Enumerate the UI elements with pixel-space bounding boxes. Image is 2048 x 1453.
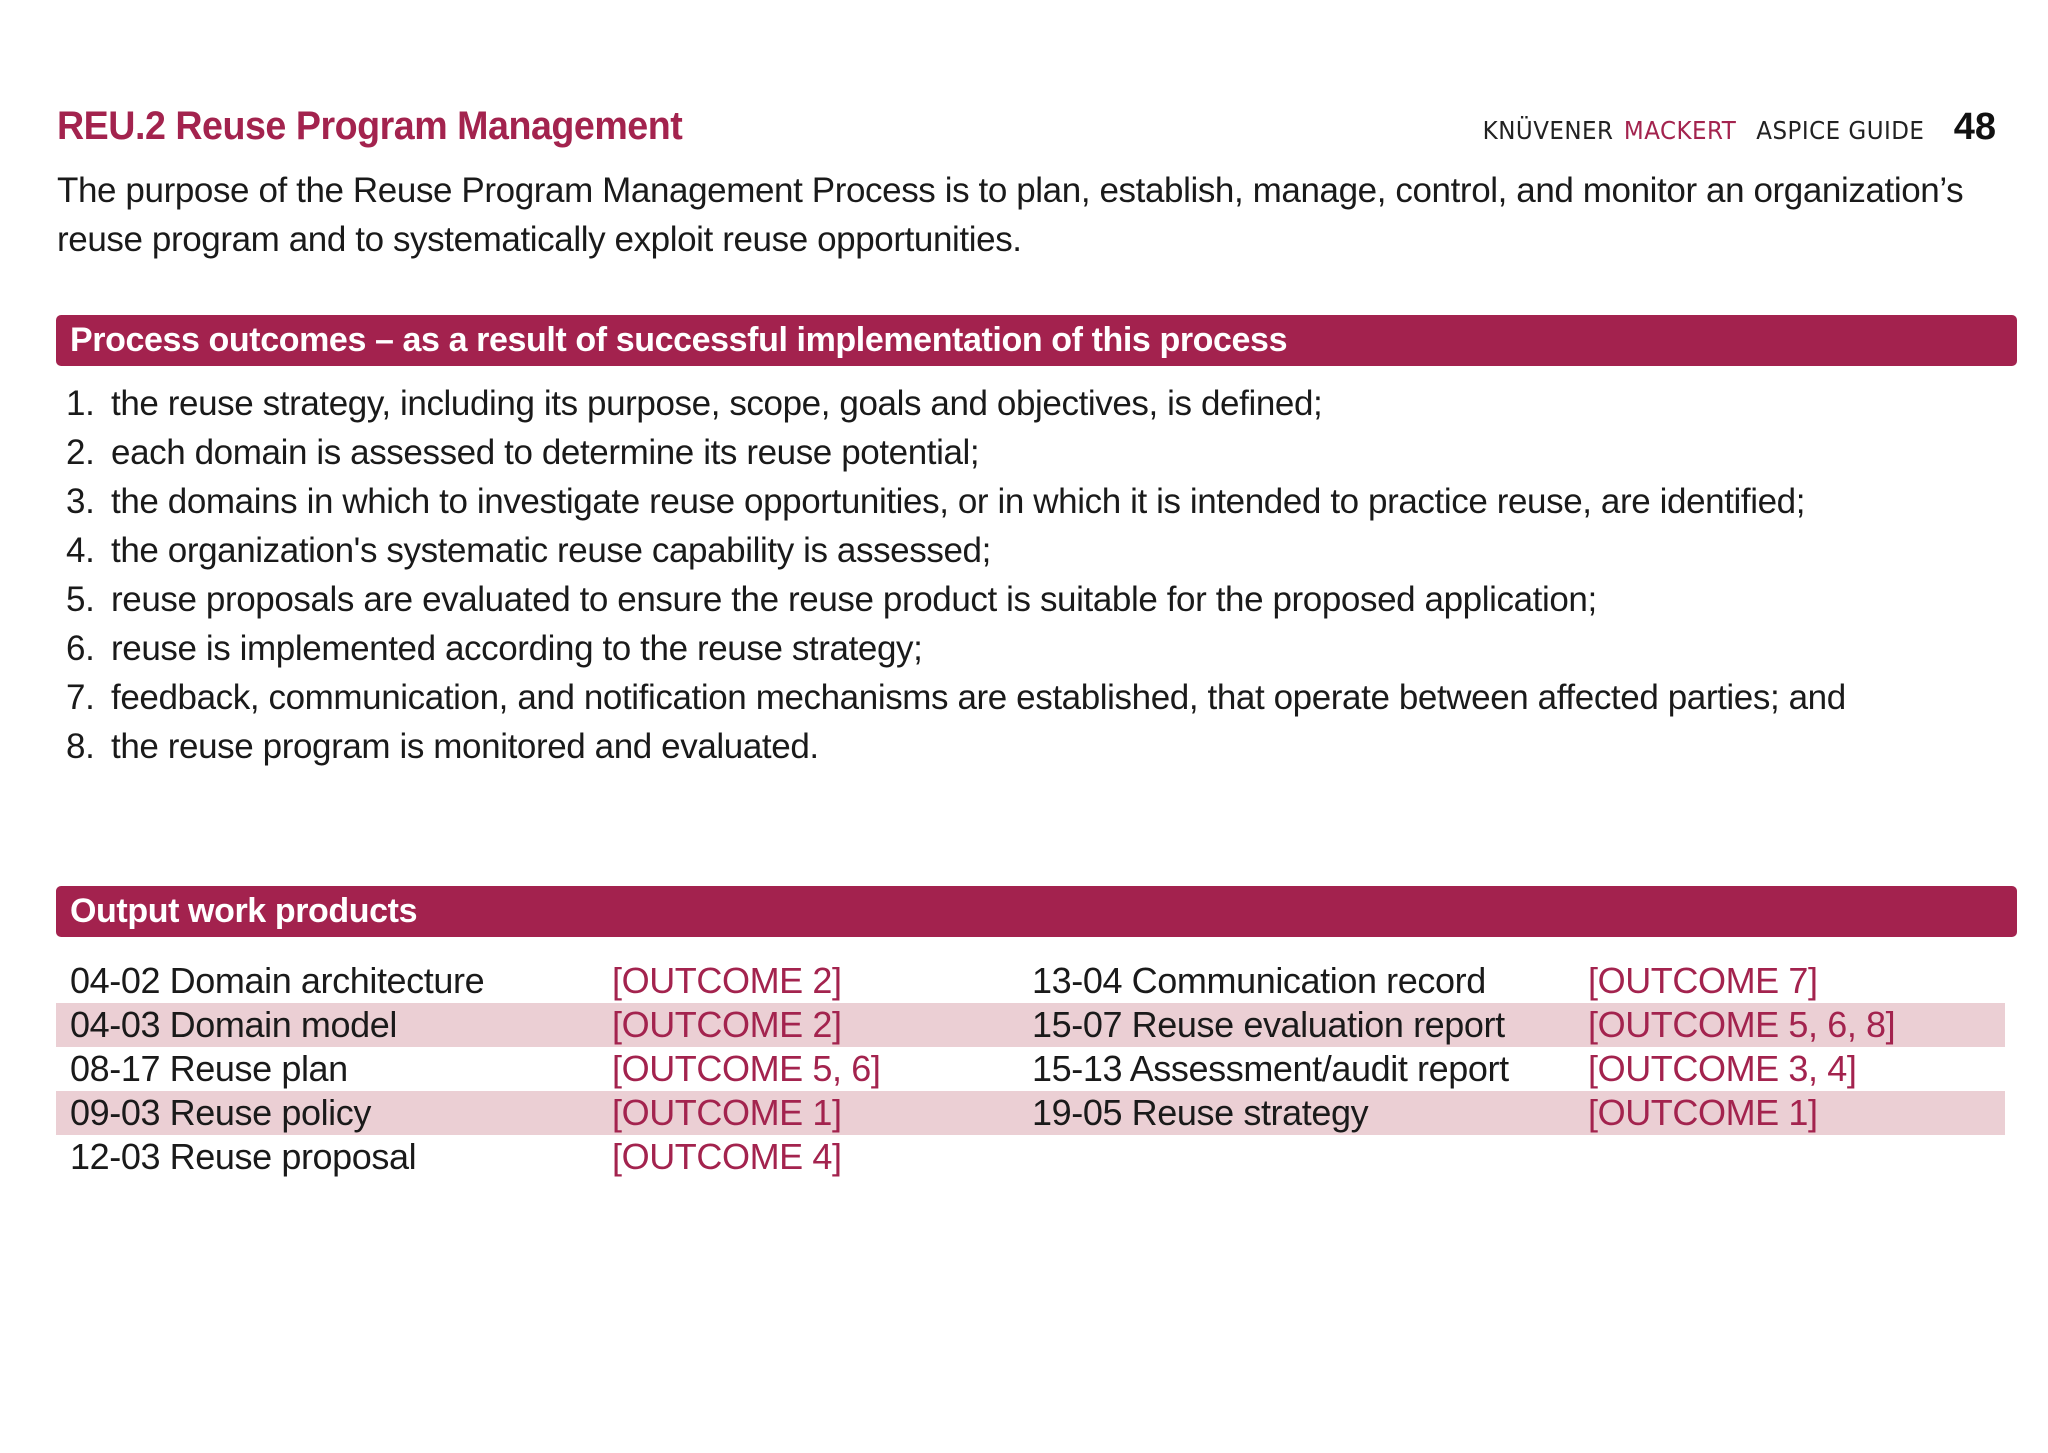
outcome-reference: [OUTCOME 2] <box>612 960 842 1001</box>
page-title: REU.2 Reuse Program Management <box>57 104 683 148</box>
outcome-item <box>66 575 1846 624</box>
page-number: 48 <box>1953 106 1996 148</box>
outcome-reference: [OUTCOME 5, 6] <box>612 1048 881 1089</box>
outcome-number: 3. <box>66 482 95 521</box>
outcome-number: 8. <box>66 727 95 766</box>
outcome-item <box>66 428 1846 477</box>
outcomes-list <box>66 379 1846 771</box>
work-product-name: 15-13 Assessment/audit report <box>1032 1048 1509 1089</box>
work-product-name: 15-07 Reuse evaluation report <box>1032 1004 1505 1045</box>
outcome-number: 2. <box>66 433 95 472</box>
outcome-item <box>66 526 1846 575</box>
outcome-reference: [OUTCOME 1] <box>612 1092 842 1133</box>
table-row <box>56 959 2005 1003</box>
table-row <box>56 1047 2005 1091</box>
table-row <box>56 1135 2005 1179</box>
work-product-name: 09-03 Reuse policy <box>70 1092 371 1133</box>
outcome-item <box>66 673 1846 722</box>
outcome-reference: [OUTCOME 1] <box>1588 1092 1818 1133</box>
outcome-reference: [OUTCOME 7] <box>1588 960 1818 1001</box>
outcomes-heading: Process outcomes – as a result of successful implementation of this process <box>56 315 2017 366</box>
outcome-number: 6. <box>66 629 95 668</box>
output-products-heading: Output work products <box>56 886 2017 937</box>
outcome-item <box>66 379 1846 428</box>
outcome-text: the reuse program is monitored and evaluated. <box>111 727 819 766</box>
outcome-item <box>66 624 1846 673</box>
outcome-number: 1. <box>66 384 95 423</box>
outcome-item <box>66 722 1846 771</box>
outcome-text: the organization's systematic reuse capability is assessed; <box>111 531 991 570</box>
outcome-text: feedback, communication, and notification mechanisms are established, that operate between affected parties; and <box>111 678 1846 717</box>
outcome-item <box>66 477 1846 526</box>
outcome-reference: [OUTCOME 4] <box>612 1136 842 1177</box>
brand-name-part1: KNÜVENER <box>1482 116 1614 145</box>
outcome-text: the reuse strategy, including its purpose, scope, goals and objectives, is defined; <box>111 384 1323 423</box>
brand-name-part2: MACKERT <box>1623 116 1737 145</box>
outcome-reference: [OUTCOME 3, 4] <box>1588 1048 1857 1089</box>
work-product-name: 12-03 Reuse proposal <box>70 1136 417 1177</box>
outcome-text: reuse is implemented according to the reuse strategy; <box>111 629 923 668</box>
brand-guide-label: ASPICE GUIDE <box>1756 116 1925 145</box>
outcome-number: 7. <box>66 678 95 717</box>
outcome-reference: [OUTCOME 5, 6, 8] <box>1588 1004 1896 1045</box>
outcome-text: reuse proposals are evaluated to ensure the reuse product is suitable for the proposed application; <box>111 580 1597 619</box>
work-product-name: 13-04 Communication record <box>1032 960 1486 1001</box>
table-row <box>56 1091 2005 1135</box>
work-products-table <box>56 959 2005 1179</box>
outcome-reference: [OUTCOME 2] <box>612 1004 842 1045</box>
table-row <box>56 1003 2005 1047</box>
work-product-name: 19-05 Reuse strategy <box>1032 1092 1369 1133</box>
work-product-name: 08-17 Reuse plan <box>70 1048 348 1089</box>
work-product-name: 04-03 Domain model <box>70 1004 397 1045</box>
purpose-paragraph: The purpose of the Reuse Program Management Process is to plan, establish, manage, control, and monitor an organization’s reuse program and to systematically exploit reuse opportunities. <box>57 171 1964 259</box>
outcome-number: 5. <box>66 580 95 619</box>
outcome-number: 4. <box>66 531 95 570</box>
brand-header <box>1477 106 1996 149</box>
outcome-text: the domains in which to investigate reuse opportunities, or in which it is intended to practice reuse, are identified; <box>111 482 1806 521</box>
outcome-text: each domain is assessed to determine its reuse potential; <box>111 433 980 472</box>
work-product-name: 04-02 Domain architecture <box>70 960 485 1001</box>
